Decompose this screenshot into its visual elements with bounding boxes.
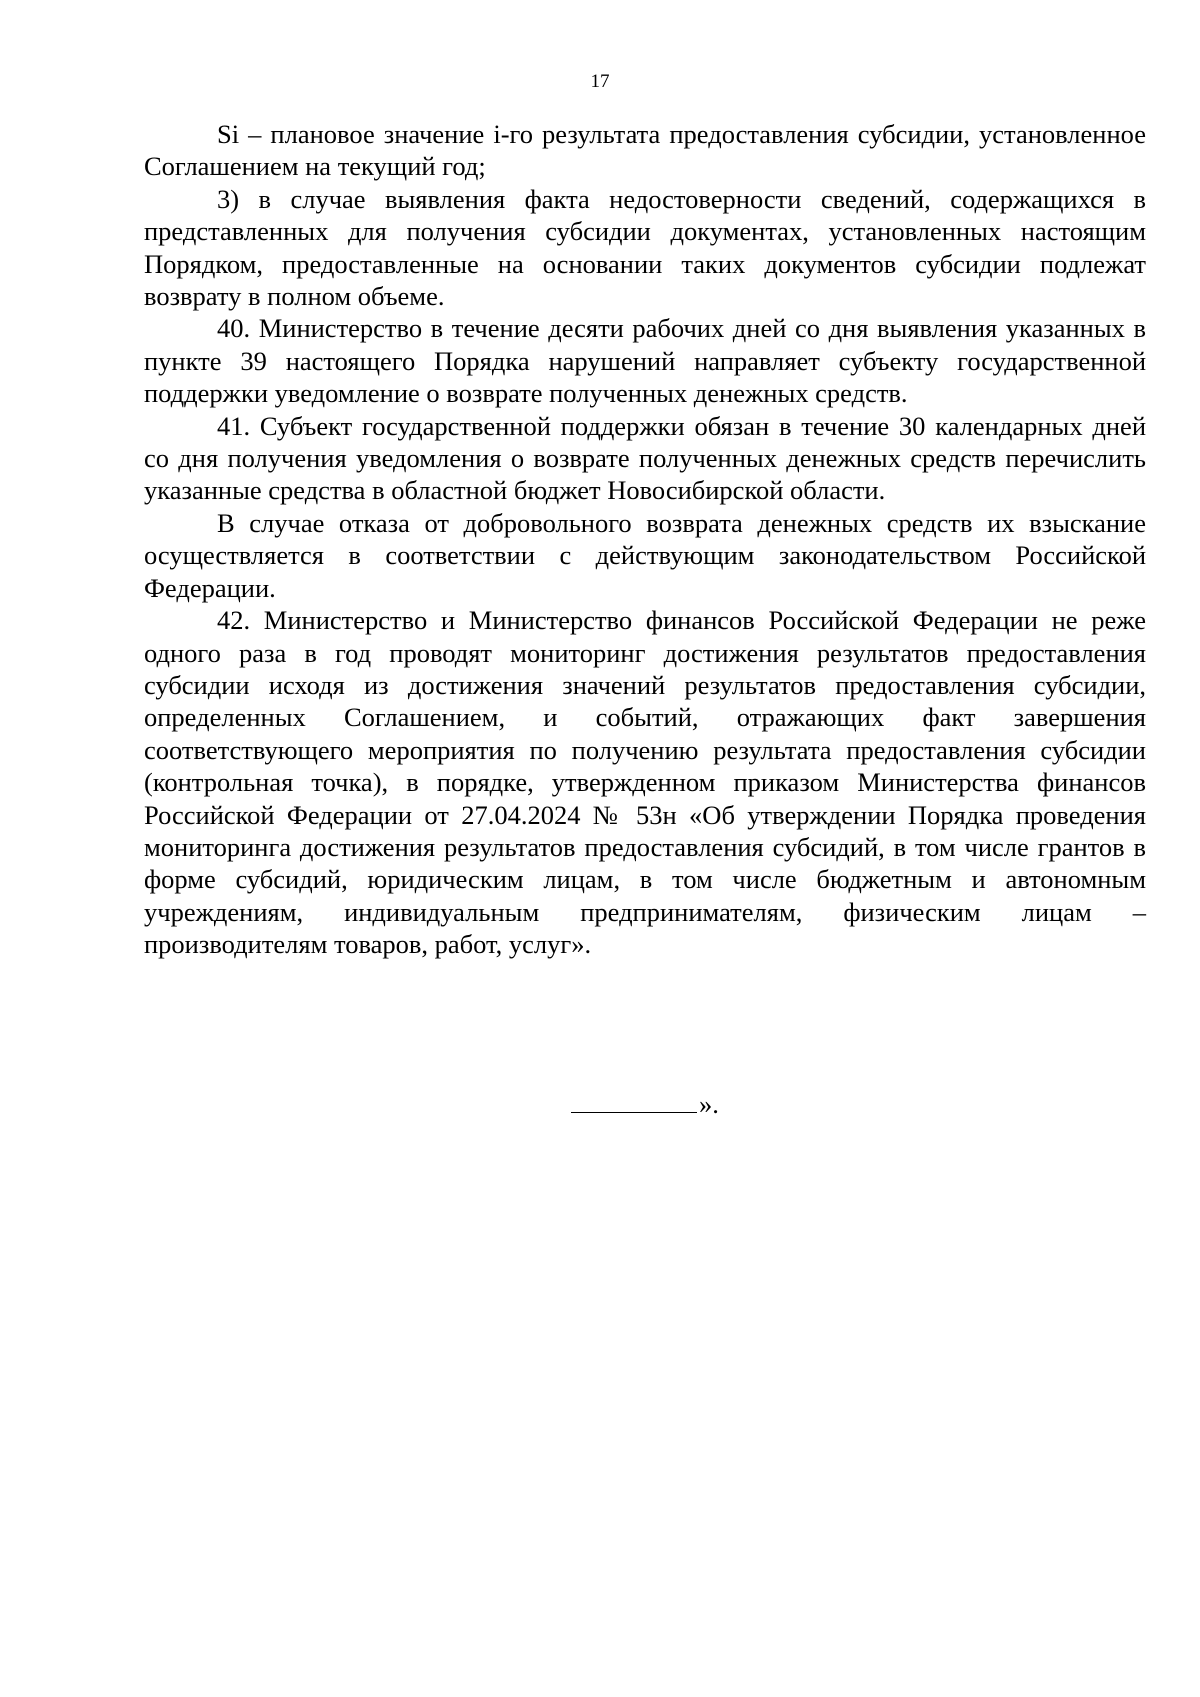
closing-line [571, 1088, 719, 1120]
paragraph-clause-40: 40. Министерство в течение десяти рабочих дней со дня выявления указанных в пункте 39 настоящего Порядка нарушений направляет субъекту государственной поддержки уведомление о возврате полученных денежных средств. [144, 313, 1146, 409]
paragraph-clause-41: 41. Субъект государственной поддержки обязан в течение 30 календарных дней со дня получения уведомления о возврате полученных денежных средств перечислить указанные средства в областной бюджет Новосибирской области. [144, 410, 1146, 506]
paragraph-clause-42: 42. Министерство и Министерство финансов Российской Федерации не реже одного раза в год проводят мониторинг достижения результатов предоставления субсидии исходя из достижения значений результатов предоставления субсидии, определенных Соглашением, и событий, отражающих факт завершения соответствующего мероприятия по получению результата предоставления субсидии (контрольная точка), в порядке, утвержденном приказом Министерства финансов Российской Федерации от 27.04.2024 № 53н «Об утверждении Порядка проведения мониторинга достижения результатов предоставления субсидий, в том числе грантов в форме субсидий, юридическим лицам, в том числе бюджетным и автономным учреждениям, индивидуальным предпринимателям, физическим лицам – производителям товаров, работ, услуг». [144, 605, 1146, 960]
paragraph-item-3: 3) в случае выявления факта недостоверности сведений, содержащихся в представленных для получения субсидии документах, установленных настоящим Порядком, предоставленные на основании таких документов субсидии подлежат возврату в полном объеме. [144, 183, 1146, 312]
closing-quote-mark: ». [699, 1089, 719, 1119]
closing-rule [571, 1088, 697, 1113]
page-number: 17 [590, 71, 610, 92]
document-body [144, 118, 1146, 961]
paragraph-si-definition: Si – плановое значение i-го результата предоставления субсидии, установленное Соглашением на текущий год; [144, 119, 1146, 182]
paragraph-refusal: В случае отказа от добровольного возврата денежных средств их взыскание осуществляется в соответствии с действующим законодательством Российской Федерации. [144, 507, 1146, 603]
